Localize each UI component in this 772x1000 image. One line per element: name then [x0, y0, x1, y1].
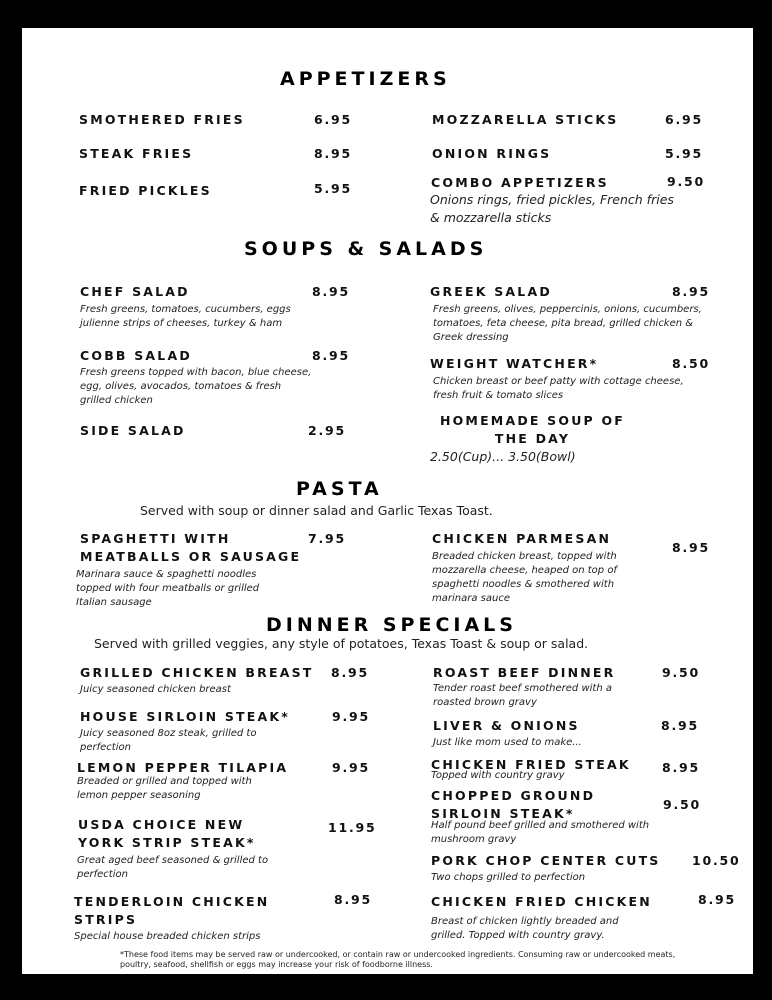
menu-item-name: GREEK SALAD	[430, 284, 552, 299]
menu-item-name: ROAST BEEF DINNER	[433, 665, 616, 680]
footnote: *These food items may be served raw or undercooked, or contain raw or undercooked ingredients. Consuming raw or undercooked meats, poultry, seafood, shellfish or eggs may increase your risk of foodborne illness.	[120, 950, 676, 969]
menu-item-description: Onions rings, fried pickles, French fries & mozzarella sticks	[430, 192, 674, 225]
menu-item-description: Topped with country gravy	[431, 770, 565, 781]
menu-item-description: Fresh greens, olives, peppercinis, onions, cucumbers, tomatoes, feta cheese, pita bread, grilled chicken & Greek dressing	[433, 304, 702, 343]
menu-item-price: 8.95	[672, 284, 711, 299]
menu-item-name: SPAGHETTI WITH MEATBALLS OR SAUSAGE	[80, 531, 302, 564]
menu-page	[22, 28, 753, 974]
menu-item-name: TENDERLOIN CHICKEN STRIPS	[74, 894, 270, 927]
menu-item-price: 2.50(Cup)... 3.50(Bowl)	[430, 449, 576, 464]
menu-item-name: CHICKEN FRIED STEAK	[431, 757, 631, 772]
appetizers-heading: APPETIZERS	[280, 68, 451, 90]
menu-item-description: Breaded chicken breast, topped with mozzarella cheese, heaped on top of spaghetti noodles & smothered with marinara sauce	[432, 551, 617, 604]
menu-item-description: Marinara sauce & spaghetti noodles topped with four meatballs or grilled Italian sausage	[76, 569, 260, 608]
menu-item-description: Juicy seasoned chicken breast	[80, 684, 231, 695]
menu-item-description: Special house breaded chicken strips	[74, 931, 261, 942]
menu-item-name: STEAK FRIES	[79, 146, 194, 161]
menu-item-name: GRILLED CHICKEN BREAST	[80, 665, 314, 680]
menu-item-price: 8.50	[672, 356, 711, 371]
menu-item-price: 8.95	[661, 718, 700, 733]
soups-salads-heading: SOUPS & SALADS	[244, 238, 488, 260]
menu-item-price: 8.95	[662, 760, 701, 775]
menu-item-name: COBB SALAD	[80, 348, 192, 363]
menu-item-price: 5.95	[314, 181, 353, 196]
menu-item-price: 8.95	[672, 540, 711, 555]
menu-item-description: Chicken breast or beef patty with cottage cheese, fresh fruit & tomato slices	[433, 376, 684, 401]
menu-item-name: SIDE SALAD	[80, 423, 186, 438]
menu-item-name: CHEF SALAD	[80, 284, 190, 299]
menu-item-description: Half pound beef grilled and smothered with mushroom gravy	[431, 820, 650, 845]
menu-item-price: 10.50	[692, 853, 741, 868]
pasta-heading: PASTA	[296, 478, 383, 500]
menu-item-price: 9.50	[663, 797, 702, 812]
menu-item-price: 5.95	[665, 146, 704, 161]
menu-item-name: CHICKEN PARMESAN	[432, 531, 612, 546]
menu-item-name: PORK CHOP CENTER CUTS	[431, 853, 661, 868]
menu-item-price: 7.95	[308, 531, 347, 546]
menu-item-price: 11.95	[328, 820, 377, 835]
menu-item-price: 2.95	[308, 423, 347, 438]
menu-item-name: COMBO APPETIZERS	[431, 175, 609, 190]
menu-item-price: 8.95	[312, 348, 351, 363]
menu-item-price: 8.95	[312, 284, 351, 299]
menu-item-price: 6.95	[665, 112, 704, 127]
menu-item-price: 9.50	[667, 174, 706, 189]
menu-item-name: CHOPPED GROUND SIRLOIN STEAK*	[431, 788, 596, 821]
dinner-specials-heading: DINNER SPECIALS	[266, 614, 517, 636]
menu-item-name: USDA CHOICE NEW YORK STRIP STEAK*	[78, 817, 256, 850]
menu-item-name: FRIED PICKLES	[79, 183, 212, 198]
pasta-note: Served with soup or dinner salad and Garlic Texas Toast.	[140, 503, 493, 518]
menu-item-name: WEIGHT WATCHER*	[430, 356, 599, 371]
menu-item-description: Two chops grilled to perfection	[431, 872, 586, 883]
menu-item-description: Tender roast beef smothered with a roasted brown gravy	[433, 683, 612, 708]
dinner-note: Served with grilled veggies, any style of potatoes, Texas Toast & soup or salad.	[94, 636, 589, 651]
menu-item-name: LEMON PEPPER TILAPIA	[77, 760, 289, 775]
menu-item-description: Just like mom used to make...	[433, 737, 582, 748]
menu-item-price: 9.50	[662, 665, 701, 680]
menu-item-price: 9.95	[332, 709, 371, 724]
menu-item-description: Juicy seasoned 8oz steak, grilled to perfection	[80, 728, 257, 753]
menu-item-description: Fresh greens, tomatoes, cucumbers, eggs julienne strips of cheeses, turkey & ham	[80, 304, 291, 329]
menu-item-name: ONION RINGS	[432, 146, 552, 161]
menu-item-description: Fresh greens topped with bacon, blue cheese, egg, olives, avocados, tomatoes & fresh grilled chicken	[80, 367, 312, 406]
menu-item-name: HOMEMADE SOUP OF THE DAY	[439, 413, 626, 446]
menu-item-description: Breast of chicken lightly breaded and grilled. Topped with country gravy.	[431, 916, 619, 941]
menu-item-price: 6.95	[314, 112, 353, 127]
menu-item-name: HOUSE SIRLOIN STEAK*	[80, 709, 290, 724]
menu-item-name: CHICKEN FRIED CHICKEN	[431, 894, 652, 909]
menu-item-name: MOZZARELLA STICKS	[432, 112, 619, 127]
menu-item-description: Great aged beef seasoned & grilled to perfection	[77, 855, 269, 880]
menu-item-price: 8.95	[314, 146, 353, 161]
menu-item-description: Breaded or grilled and topped with lemon pepper seasoning	[77, 776, 252, 801]
menu-item-name: LIVER & ONIONS	[433, 718, 580, 733]
menu-item-name: SMOTHERED FRIES	[79, 112, 245, 127]
menu-item-price: 8.95	[698, 892, 737, 907]
menu-item-price: 8.95	[334, 892, 373, 907]
menu-item-price: 8.95	[331, 665, 370, 680]
menu-item-price: 9.95	[332, 760, 371, 775]
